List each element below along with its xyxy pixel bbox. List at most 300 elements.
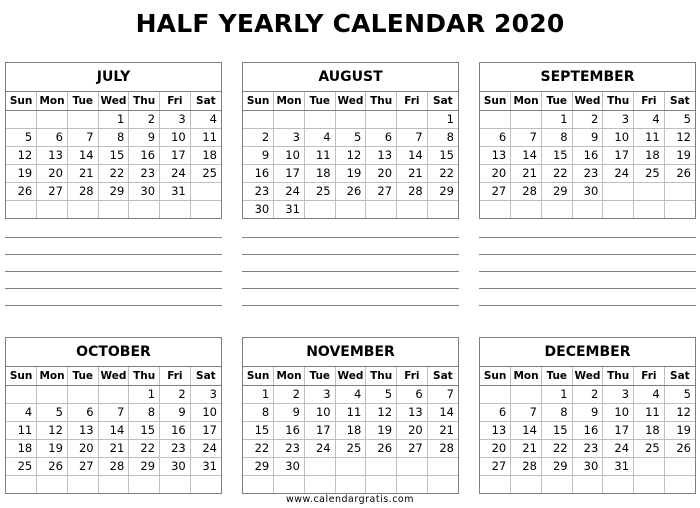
day-cell: 8 [129,403,160,421]
day-cell: 17 [274,164,305,182]
day-cell [98,200,129,218]
day-cell: 13 [480,421,511,439]
day-cell: 2 [129,110,160,128]
day-cell [603,475,634,493]
day-cell [67,110,98,128]
day-cell: 14 [511,421,542,439]
week-row [480,146,695,164]
weekday-header: Sun [480,367,511,385]
day-cell: 3 [274,128,305,146]
weekday-header: Wed [335,92,366,110]
week-row [480,182,695,200]
day-cell: 19 [664,421,695,439]
day-cell: 6 [480,403,511,421]
note-line [242,305,459,306]
day-cell: 25 [634,164,665,182]
day-cell: 5 [664,385,695,403]
day-cell: 20 [37,164,68,182]
day-cell: 17 [304,421,335,439]
month-name: JULY [6,63,221,92]
day-cell: 25 [6,457,37,475]
day-cell: 27 [480,182,511,200]
week-row [6,146,221,164]
month-name: SEPTEMBER [480,63,695,92]
day-cell: 23 [243,182,274,200]
day-cell [304,200,335,218]
day-cell [37,475,68,493]
month-july [5,62,222,219]
day-cell: 7 [98,403,129,421]
day-cell: 22 [541,164,572,182]
day-cell: 4 [190,110,221,128]
day-cell: 8 [541,403,572,421]
weekday-header: Mon [511,92,542,110]
day-cell [511,110,542,128]
day-cell: 30 [243,200,274,218]
day-cell: 9 [129,128,160,146]
weekday-header: Tue [67,92,98,110]
day-cell [98,385,129,403]
day-cell [243,475,274,493]
week-row [6,128,221,146]
day-cell [603,200,634,218]
day-cell [335,457,366,475]
day-cell: 24 [190,439,221,457]
day-cell: 28 [511,457,542,475]
week-row [480,439,695,457]
day-cell: 14 [67,146,98,164]
day-cell: 27 [366,182,397,200]
weekday-header: Sat [190,92,221,110]
day-cell: 23 [274,439,305,457]
day-cell: 18 [335,421,366,439]
day-cell [511,475,542,493]
day-cell: 4 [6,403,37,421]
day-cell: 12 [664,128,695,146]
week-row [243,146,458,164]
day-cell [304,110,335,128]
day-cell: 1 [243,385,274,403]
day-cell: 26 [366,439,397,457]
day-cell: 24 [274,182,305,200]
week-row [480,475,695,493]
week-row [243,457,458,475]
day-cell: 6 [480,128,511,146]
day-cell: 9 [572,403,603,421]
day-cell: 8 [541,128,572,146]
weekday-header: Mon [37,92,68,110]
day-cell: 10 [190,403,221,421]
week-row [480,421,695,439]
day-cell [6,385,37,403]
day-cell [634,475,665,493]
day-cell [190,200,221,218]
month-grid [6,92,221,218]
month-september [479,62,696,219]
day-cell: 15 [541,146,572,164]
month-october [5,337,222,494]
weekday-header-row [6,92,221,110]
weekday-header: Tue [304,92,335,110]
notes-area [479,237,696,322]
day-cell: 31 [160,182,191,200]
day-cell: 18 [304,164,335,182]
day-cell: 8 [98,128,129,146]
day-cell: 24 [603,164,634,182]
day-cell: 21 [67,164,98,182]
day-cell: 22 [129,439,160,457]
day-cell: 30 [129,182,160,200]
day-cell: 10 [274,146,305,164]
day-cell: 2 [572,385,603,403]
day-cell [511,200,542,218]
day-cell: 1 [98,110,129,128]
day-cell: 21 [511,164,542,182]
day-cell [366,110,397,128]
day-cell: 12 [366,403,397,421]
day-cell: 21 [511,439,542,457]
day-cell [511,385,542,403]
note-line [479,237,696,238]
day-cell: 17 [603,421,634,439]
weekday-header-row [480,92,695,110]
day-cell: 3 [190,385,221,403]
day-cell: 22 [243,439,274,457]
day-cell [304,457,335,475]
weekday-header-row [243,92,458,110]
day-cell: 26 [664,164,695,182]
week-row [6,403,221,421]
day-cell: 29 [243,457,274,475]
week-row [480,457,695,475]
day-cell: 8 [427,128,458,146]
day-cell: 10 [160,128,191,146]
day-cell: 26 [37,457,68,475]
day-cell [37,385,68,403]
notes-area [242,237,459,322]
day-cell [397,457,428,475]
weekday-header: Sun [243,367,274,385]
week-row [243,182,458,200]
day-cell [480,200,511,218]
week-row [480,128,695,146]
weekday-header: Mon [274,367,305,385]
weekday-header: Fri [160,92,191,110]
day-cell: 12 [664,403,695,421]
day-cell: 29 [541,457,572,475]
day-cell [190,182,221,200]
day-cell: 20 [397,421,428,439]
day-cell: 27 [67,457,98,475]
day-cell: 16 [160,421,191,439]
day-cell: 12 [37,421,68,439]
weekday-header: Sun [243,92,274,110]
day-cell: 23 [160,439,191,457]
day-cell [664,457,695,475]
day-cell: 30 [572,182,603,200]
day-cell: 28 [98,457,129,475]
weekday-header: Thu [603,367,634,385]
day-cell: 5 [366,385,397,403]
day-cell: 15 [427,146,458,164]
day-cell: 6 [67,403,98,421]
month-august [242,62,459,219]
day-cell: 2 [572,110,603,128]
day-cell [572,475,603,493]
day-cell: 19 [6,164,37,182]
day-cell: 16 [572,421,603,439]
day-cell: 24 [160,164,191,182]
week-row [480,110,695,128]
day-cell: 29 [541,182,572,200]
day-cell: 21 [98,439,129,457]
day-cell: 5 [37,403,68,421]
note-line [242,271,459,272]
day-cell: 19 [335,164,366,182]
day-cell: 23 [572,439,603,457]
weekday-header: Thu [129,367,160,385]
day-cell: 3 [603,110,634,128]
week-row [243,128,458,146]
day-cell: 24 [304,439,335,457]
note-line [5,271,222,272]
day-cell: 9 [274,403,305,421]
day-cell: 15 [129,421,160,439]
notes-area [5,237,222,322]
day-cell [541,475,572,493]
day-cell: 11 [6,421,37,439]
month-november [242,337,459,494]
day-cell: 15 [541,421,572,439]
day-cell: 14 [511,146,542,164]
day-cell [6,475,37,493]
day-cell: 13 [480,146,511,164]
day-cell: 2 [160,385,191,403]
day-cell: 4 [634,385,665,403]
day-cell: 18 [190,146,221,164]
note-line [5,305,222,306]
week-row [480,164,695,182]
day-cell: 26 [6,182,37,200]
day-cell: 22 [98,164,129,182]
weekday-header: Thu [603,92,634,110]
day-cell [603,182,634,200]
day-cell: 18 [634,146,665,164]
week-row [243,200,458,218]
day-cell: 3 [304,385,335,403]
day-cell: 7 [511,403,542,421]
day-cell [634,457,665,475]
weekday-header: Fri [634,367,665,385]
day-cell: 20 [366,164,397,182]
day-cell [397,110,428,128]
note-line [5,254,222,255]
day-cell: 28 [511,182,542,200]
day-cell: 30 [274,457,305,475]
day-cell: 4 [335,385,366,403]
day-cell: 10 [603,403,634,421]
note-line [479,288,696,289]
week-row [243,385,458,403]
note-line [479,271,696,272]
day-cell: 31 [603,457,634,475]
day-cell [67,475,98,493]
weekday-header: Sun [480,92,511,110]
week-row [6,475,221,493]
week-row [480,403,695,421]
week-row [6,164,221,182]
day-cell: 24 [603,439,634,457]
day-cell: 18 [634,421,665,439]
week-row [6,439,221,457]
weekday-header: Tue [541,367,572,385]
weekday-header: Tue [304,367,335,385]
day-cell: 8 [243,403,274,421]
day-cell: 29 [427,182,458,200]
day-cell: 11 [304,146,335,164]
weekday-header: Wed [335,367,366,385]
day-cell: 1 [129,385,160,403]
day-cell [427,475,458,493]
day-cell: 23 [572,164,603,182]
day-cell: 18 [6,439,37,457]
weekday-header: Fri [160,367,191,385]
day-cell: 1 [427,110,458,128]
week-row [243,439,458,457]
day-cell: 29 [98,182,129,200]
day-cell: 15 [98,146,129,164]
day-cell [427,200,458,218]
note-line [242,288,459,289]
day-cell [480,475,511,493]
week-row [243,164,458,182]
day-cell: 21 [427,421,458,439]
month-name: OCTOBER [6,338,221,367]
day-cell: 28 [427,439,458,457]
day-cell: 26 [335,182,366,200]
day-cell [427,457,458,475]
day-cell: 31 [274,200,305,218]
day-cell: 14 [397,146,428,164]
day-cell: 30 [572,457,603,475]
weekday-header: Wed [572,92,603,110]
day-cell: 20 [480,164,511,182]
day-cell [634,182,665,200]
day-cell [480,110,511,128]
month-grid [480,367,695,493]
day-cell: 11 [190,128,221,146]
week-row [6,110,221,128]
weekday-header: Wed [98,367,129,385]
day-cell: 16 [243,164,274,182]
weekday-header: Tue [67,367,98,385]
day-cell [243,110,274,128]
day-cell [572,200,603,218]
weekday-header: Sat [427,367,458,385]
weekday-header: Wed [98,92,129,110]
day-cell [664,182,695,200]
weekday-header: Sat [664,367,695,385]
day-cell: 13 [67,421,98,439]
day-cell: 27 [37,182,68,200]
day-cell [274,110,305,128]
day-cell: 13 [37,146,68,164]
day-cell [664,200,695,218]
page-title: HALF YEARLY CALENDAR 2020 [135,9,565,38]
weekday-header: Thu [129,92,160,110]
day-cell: 28 [397,182,428,200]
day-cell: 1 [541,385,572,403]
day-cell: 16 [274,421,305,439]
day-cell: 17 [190,421,221,439]
day-cell: 3 [603,385,634,403]
day-cell [160,200,191,218]
day-cell: 11 [335,403,366,421]
weekday-header: Mon [274,92,305,110]
day-cell: 20 [67,439,98,457]
day-cell [274,475,305,493]
day-cell: 13 [366,146,397,164]
day-cell [541,200,572,218]
day-cell: 7 [511,128,542,146]
day-cell: 19 [37,439,68,457]
day-cell: 1 [541,110,572,128]
weekday-header: Mon [37,367,68,385]
day-cell: 27 [397,439,428,457]
month-grid [480,92,695,218]
weekday-header: Mon [511,367,542,385]
day-cell: 2 [243,128,274,146]
month-grid [6,367,221,493]
week-row [243,421,458,439]
day-cell: 12 [335,146,366,164]
day-cell [6,200,37,218]
day-cell [335,475,366,493]
day-cell [37,200,68,218]
weekday-header-row [6,367,221,385]
note-line [479,305,696,306]
day-cell [366,457,397,475]
day-cell: 5 [664,110,695,128]
day-cell [67,385,98,403]
day-cell: 6 [37,128,68,146]
day-cell: 7 [67,128,98,146]
week-row [243,403,458,421]
month-december [479,337,696,494]
day-cell: 9 [160,403,191,421]
weekday-header: Fri [634,92,665,110]
weekday-header-row [480,367,695,385]
day-cell: 13 [397,403,428,421]
week-row [243,475,458,493]
day-cell: 3 [160,110,191,128]
day-cell [6,110,37,128]
day-cell: 19 [366,421,397,439]
day-cell: 26 [664,439,695,457]
day-cell: 12 [6,146,37,164]
month-grid [243,92,458,218]
day-cell: 5 [6,128,37,146]
day-cell: 19 [664,146,695,164]
day-cell [304,475,335,493]
day-cell: 27 [480,457,511,475]
week-row [6,457,221,475]
day-cell: 22 [541,439,572,457]
day-cell: 22 [427,164,458,182]
weekday-header: Thu [366,92,397,110]
day-cell: 20 [480,439,511,457]
day-cell: 11 [634,403,665,421]
